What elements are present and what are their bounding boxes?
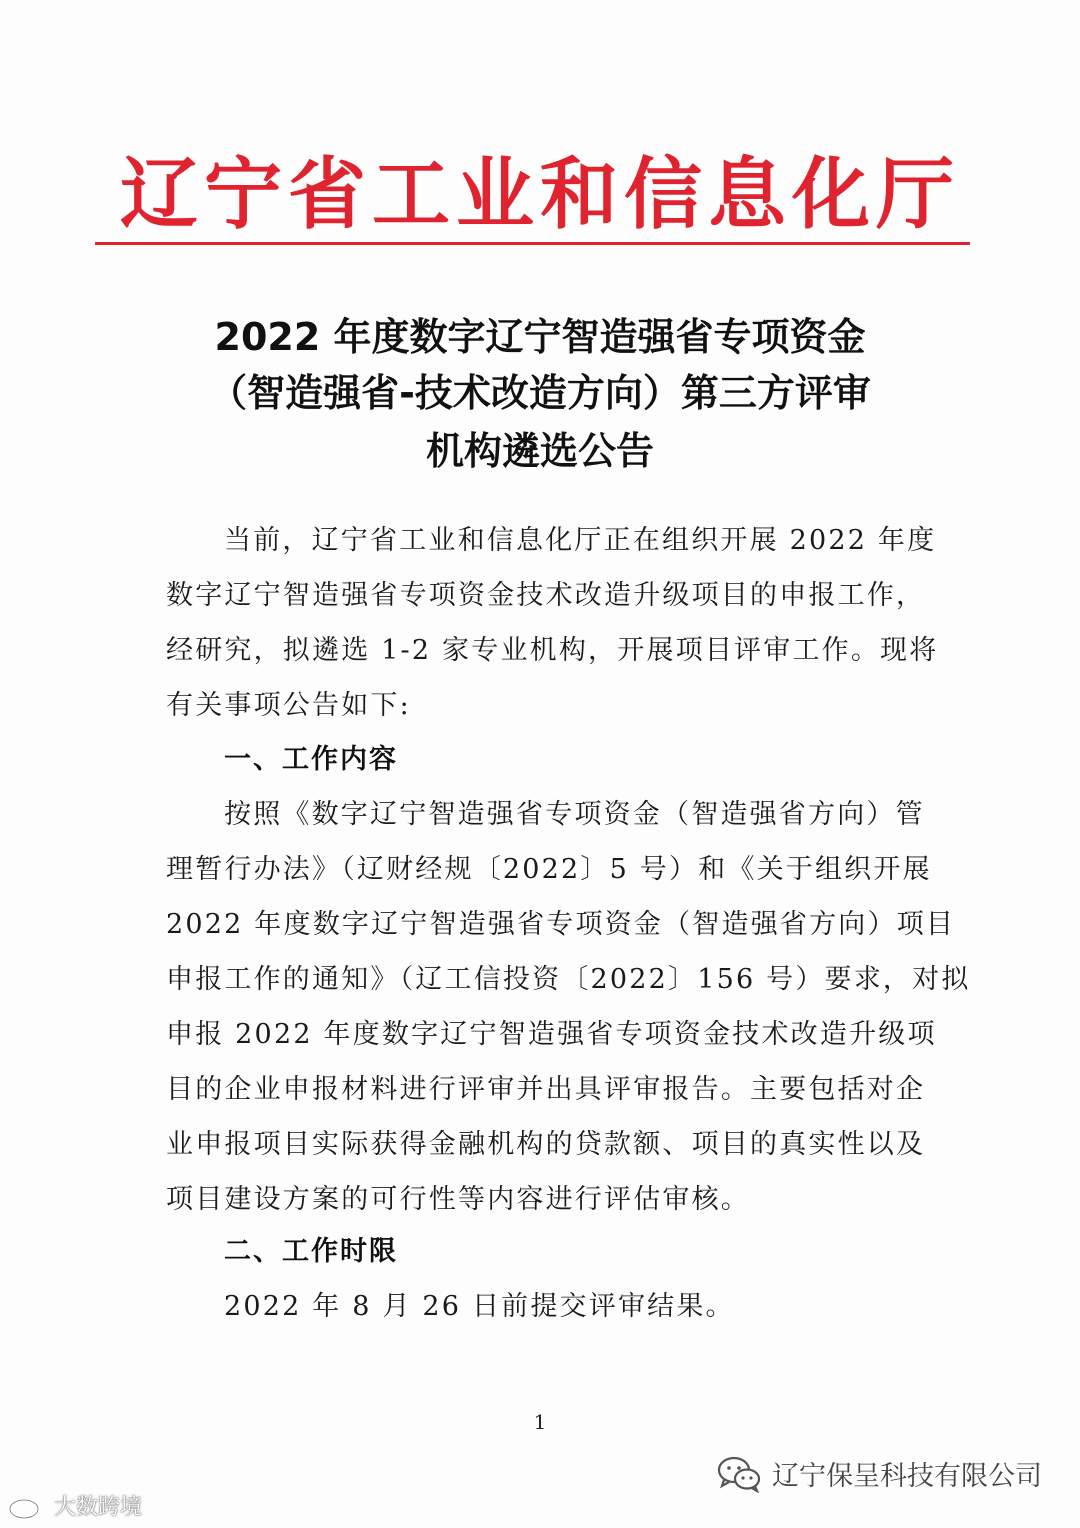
title-line-2: （智造强省-技术改造方向）第三方评审 [209, 371, 871, 415]
section-1-line-1: 按照《数字辽宁智造强省专项资金（智造强省方向）管 [224, 799, 925, 830]
letterhead-org-name: 辽宁省工业和信息化厅 [119, 150, 960, 240]
section-1-line-6: 目的企业申报材料进行评审并出具评审报告。主要包括对企 [166, 1074, 926, 1105]
letterhead-red-rule [95, 242, 970, 245]
intro-line-3: 经研究，拟遴选 1-2 家专业机构，开展项目评审工作。现将 [166, 635, 939, 666]
section-1-heading: 一、工作内容 [224, 744, 398, 775]
intro-line-2: 数字辽宁智造强省专项资金技术改造升级项目的申报工作， [166, 580, 926, 611]
wechat-icon [716, 1455, 762, 1493]
section-1-line-4: 申报工作的通知》（辽工信投资〔2022〕156 号）要求，对拟 [166, 964, 971, 995]
section-1-line-8: 项目建设方案的可行性等内容进行评估审核。 [166, 1184, 750, 1215]
title-line-3: 机构遴选公告 [425, 429, 654, 473]
watermark-left [8, 1490, 142, 1521]
intro-line-4: 有关事项公告如下: [166, 690, 411, 721]
watermark-right-text: 辽宁保呈科技有限公司 [772, 1461, 1042, 1492]
page-number: 1 [533, 1410, 547, 1434]
section-1-line-3: 2022 年度数字辽宁智造强省专项资金（智造强省方向）项目 [166, 909, 956, 940]
section-1-line-5: 申报 2022 年度数字辽宁智造强省专项资金技术改造升级项 [166, 1019, 937, 1050]
title-line-1: 2022 年度数字辽宁智造强省专项资金 [214, 315, 866, 359]
watermark-left-text: 大数跨境 [54, 1495, 143, 1520]
weibo-icon [8, 1493, 48, 1519]
watermark-right [716, 1454, 1042, 1493]
intro-line-1: 当前，辽宁省工业和信息化厅正在组织开展 2022 年度 [224, 525, 937, 556]
section-1-line-7: 业申报项目实际获得金融机构的贷款额、项目的真实性以及 [166, 1129, 926, 1160]
section-2-heading: 二、工作时限 [224, 1236, 398, 1267]
section-2-line-1: 2022 年 8 月 26 日前提交评审结果。 [224, 1291, 735, 1322]
section-1-line-2: 理暂行办法》（辽财经规〔2022〕5 号）和《关于组织开展 [166, 854, 932, 885]
